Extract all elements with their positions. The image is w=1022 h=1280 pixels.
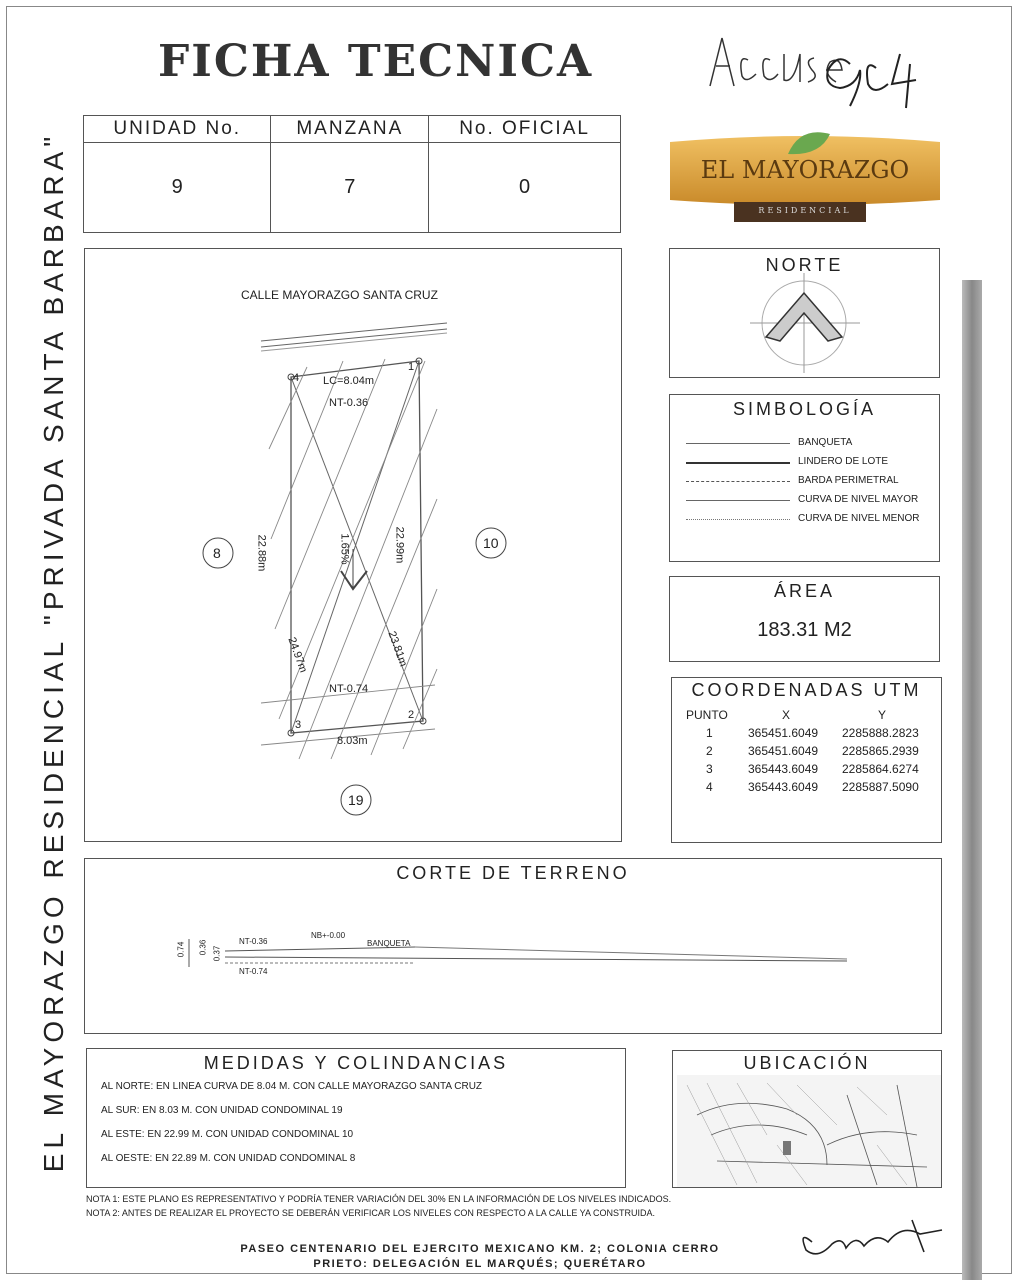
legend-item-lindero: LINDERO DE LOTE (798, 456, 889, 467)
north-title: NORTE (765, 255, 844, 275)
utm-panel (671, 677, 942, 843)
legend-item-curva-menor: CURVA DE NIVEL MENOR (798, 513, 920, 524)
utm-row-2-y: 2285865.2939 (842, 744, 919, 758)
boundaries-panel (86, 1048, 626, 1188)
value-unidad: 9 (84, 143, 271, 233)
boundary-north: AL NORTE: EN LINEA CURVA DE 8.04 M. CON CALLE MAYORAZGO SANTA CRUZ (101, 1081, 483, 1092)
north-arrow-icon (670, 249, 941, 379)
header-no-oficial: No. OFICIAL (429, 116, 621, 143)
terrain-section-title: CORTE DE TERRENO (396, 863, 630, 883)
value-no-oficial: 0 (429, 143, 621, 233)
location-title: UBICACIÓN (743, 1053, 871, 1073)
logo-subtitle: RESIDENCIAL (758, 206, 852, 215)
boundary-east: AL ESTE: EN 22.99 M. CON UNIDAD CONDOMINAL 10 (101, 1129, 354, 1140)
bottom-length: 8.03m (337, 735, 368, 747)
section-0-74: 0.74 (176, 941, 186, 958)
footer-address-line-1: PASEO CENTENARIO DEL EJERCITO MEXICANO KM. 2; COLONIA CERRO (240, 1243, 720, 1255)
legend-panel (669, 394, 940, 562)
lot-plan-drawing (85, 249, 623, 843)
point-2-label: 2 (408, 709, 415, 721)
el-mayorazgo-logo (670, 130, 940, 225)
area-panel (669, 576, 940, 662)
signature-graphic (792, 1214, 962, 1264)
legend-line-curva-mayor (686, 500, 790, 501)
section-0-36: 0.36 (198, 939, 208, 956)
legend-line-curva-menor (686, 519, 790, 520)
header-unidad: UNIDAD No. (84, 116, 271, 143)
legend-line-banqueta (686, 443, 790, 444)
legend-title: SIMBOLOGÍA (732, 399, 877, 419)
utm-row-1-x: 365451.6049 (748, 726, 819, 740)
section-banqueta: BANQUETA (367, 939, 411, 948)
utm-row-3-punto: 3 (706, 762, 713, 776)
utm-row-4-x: 365443.6049 (748, 780, 819, 794)
nt-bottom: NT-0.74 (329, 683, 369, 695)
lc-length: LC=8.04m (323, 375, 375, 387)
legend-line-barda (686, 481, 790, 482)
street-name: CALLE MAYORAZGO SANTA CRUZ (241, 288, 438, 302)
legend-item-banqueta: BANQUETA (798, 437, 853, 448)
boundary-west: AL OESTE: EN 22.89 M. CON UNIDAD CONDOMINAL 8 (101, 1153, 356, 1164)
handwritten-note-drawing (700, 24, 960, 114)
utm-row-1-y: 2285888.2823 (842, 726, 919, 740)
utm-header-punto: PUNTO (686, 708, 728, 722)
location-map (677, 1075, 941, 1187)
left-side-length: 22.88m (255, 534, 268, 572)
terrain-section-panel (84, 858, 942, 1034)
area-title: ÁREA (773, 581, 836, 601)
utm-row-1-punto: 1 (706, 726, 713, 740)
note-1: NOTA 1: ESTE PLANO ES REPRESENTATIVO Y PODRÍA TENER VARIACIÓN DEL 30% EN LA INFORMACIÓN DE LOS NIVELES INDICADOS. (86, 1194, 672, 1204)
location-panel (672, 1050, 942, 1188)
utm-title: COORDENADAS UTM (691, 680, 922, 700)
unit-id-table (83, 115, 621, 233)
header-manzana: MANZANA (271, 116, 429, 143)
area-value: 183.31 M2 (757, 619, 852, 641)
utm-header-y: Y (878, 708, 887, 722)
right-side-length: 22.99m (393, 526, 406, 564)
section-nt-0-36: NT-0.36 (239, 937, 268, 946)
footer-address-line-2: PRIETO: DELEGACIÓN EL MARQUÉS; QUERÉTARO (313, 1258, 647, 1270)
handwritten-note (700, 24, 960, 125)
neighbor-bottom: 19 (348, 792, 364, 808)
section-nt-0-74: NT-0.74 (239, 967, 268, 976)
utm-header-x: X (782, 708, 791, 722)
logo-name: EL MAYORAZGO (700, 156, 910, 184)
utm-row-3-x: 365443.6049 (748, 762, 819, 776)
utm-row-4-punto: 4 (706, 780, 713, 794)
neighbor-right: 10 (483, 535, 499, 551)
value-manzana: 7 (271, 143, 429, 233)
lot-plan-panel (84, 248, 622, 842)
scan-shadow-strip (962, 280, 982, 1280)
point-1-label: 1 (408, 361, 415, 373)
legend-item-barda: BARDA PERIMETRAL (798, 475, 899, 486)
legend-line-lindero (686, 462, 790, 464)
utm-row-4-y: 2285887.5090 (842, 780, 919, 794)
utm-row-3-y: 2285864.6274 (842, 762, 919, 776)
nt-top: NT-0.36 (329, 397, 369, 409)
utm-row-2-punto: 2 (706, 744, 713, 758)
main-title: FICHA TECNICA (158, 36, 594, 87)
boundaries-title: MEDIDAS Y COLINDANCIAS (203, 1053, 509, 1073)
section-nb-0-00: NB+-0.00 (311, 931, 346, 940)
utm-row-2-x: 365451.6049 (748, 744, 819, 758)
point-3-label: 3 (295, 719, 302, 731)
boundary-south: AL SUR: EN 8.03 M. CON UNIDAD CONDOMINAL 19 (101, 1105, 343, 1116)
point-4-label: 4 (293, 372, 300, 384)
legend-item-curva-mayor: CURVA DE NIVEL MAYOR (798, 494, 919, 505)
slope-percent: 1.65% (338, 533, 351, 565)
neighbor-left: 8 (213, 545, 221, 561)
section-0-37: 0.37 (212, 945, 222, 962)
diagonal-2-length: 23.81m (385, 629, 410, 669)
north-panel (669, 248, 940, 378)
vertical-side-title: EL MAYORAZGO RESIDENCIAL "PRIVADA SANTA BARBARA" (38, 131, 69, 1173)
diagonal-1-length: 24.97m (285, 635, 310, 675)
note-2: NOTA 2: ANTES DE REALIZAR EL PROYECTO SE DEBERÁN VERIFICAR LOS NIVELES CON RESPECTO A LA CALLE YA CONSTRUIDA. (86, 1208, 656, 1218)
